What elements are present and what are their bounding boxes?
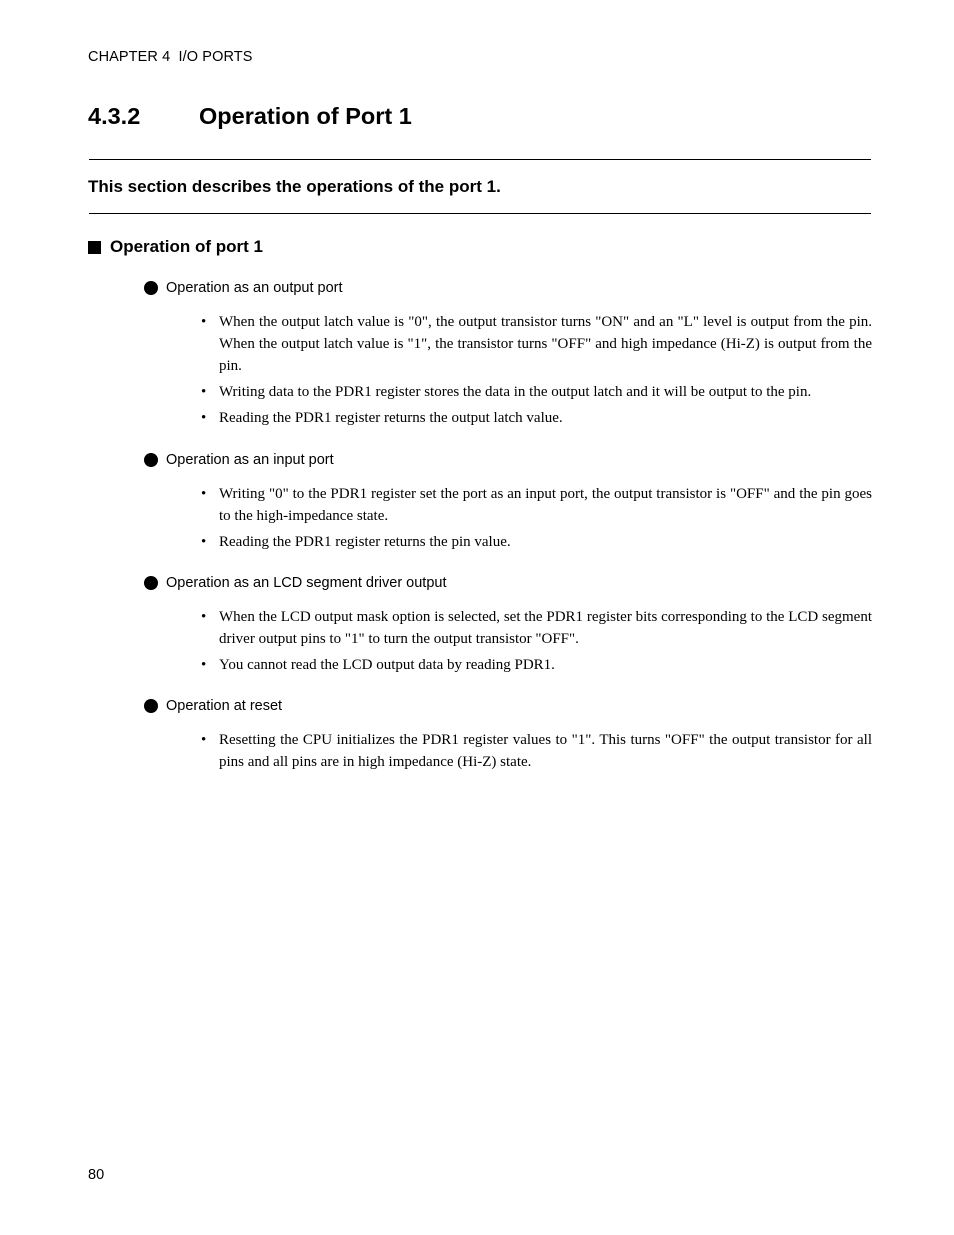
list-item bbox=[201, 730, 872, 774]
list-item-text: Writing data to the PDR1 register stores the data in the output latch and it will be output to the pin. bbox=[219, 383, 812, 400]
list-item bbox=[201, 484, 872, 528]
list-item bbox=[201, 532, 872, 554]
list-item-text: When the output latch value is "0", the output transistor turns "ON" and an "L" level is output from the pin. When the output latch value is "1", the transistor turns "OFF" and high impedance (Hi-Z) is output from the pin. bbox=[219, 314, 872, 374]
chapter-header: CHAPTER 4 I/O PORTS bbox=[88, 49, 253, 65]
list-item bbox=[201, 655, 872, 677]
bullet-icon: • bbox=[201, 383, 207, 400]
square-bullet-icon bbox=[88, 241, 101, 254]
subsection-title: Operation of port 1 bbox=[110, 237, 263, 256]
section-title: Operation of Port 1 bbox=[199, 103, 412, 129]
section-heading bbox=[88, 103, 412, 130]
group-lcd-segment bbox=[144, 574, 872, 674]
subsection-heading bbox=[88, 237, 263, 257]
list-item-text: Writing "0" to the PDR1 register set the port as an input port, the output transistor is "OFF" and the pin goes to the high-impedance state. bbox=[219, 486, 872, 524]
group-input-port bbox=[144, 451, 872, 551]
divider-top bbox=[89, 159, 871, 160]
list-item bbox=[201, 312, 872, 377]
bullet-icon: • bbox=[201, 534, 207, 551]
section-number: 4.3.2 bbox=[88, 103, 141, 129]
circle-bullet-icon bbox=[144, 576, 158, 590]
group-title: Operation as an LCD segment driver output bbox=[166, 575, 447, 591]
bullet-icon: • bbox=[201, 732, 207, 748]
circle-bullet-icon bbox=[144, 281, 158, 295]
group-title: Operation at reset bbox=[166, 698, 283, 714]
list-item bbox=[201, 607, 872, 651]
group-title: Operation as an input port bbox=[166, 452, 334, 468]
divider-bottom bbox=[89, 213, 871, 214]
group-output-port bbox=[144, 279, 872, 427]
circle-bullet-icon bbox=[144, 453, 158, 467]
section-summary: This section describes the operations of the port 1. bbox=[88, 177, 501, 196]
list-item-text: When the LCD output mask option is selected, set the PDR1 register bits corresponding to the LCD segment driver output pins to "1" to turn the output transistor "OFF". bbox=[219, 609, 872, 647]
bullet-icon: • bbox=[201, 657, 207, 674]
bullet-icon: • bbox=[201, 314, 207, 330]
circle-bullet-icon bbox=[144, 699, 158, 713]
bullet-icon: • bbox=[201, 410, 207, 427]
page-number: 80 bbox=[88, 1167, 105, 1183]
bullet-icon: • bbox=[201, 486, 207, 502]
group-reset bbox=[144, 697, 872, 770]
list-item bbox=[201, 408, 872, 430]
bullet-icon: • bbox=[201, 609, 207, 625]
group-title: Operation as an output port bbox=[166, 280, 343, 296]
list-item-text: Reading the PDR1 register returns the pin value. bbox=[219, 534, 511, 551]
list-item-text: Reading the PDR1 register returns the output latch value. bbox=[219, 410, 563, 427]
list-item-text: Resetting the CPU initializes the PDR1 register values to "1". This turns "OFF" the output transistor for all pins and all pins are in high impedance (Hi-Z) state. bbox=[219, 732, 872, 770]
list-item-text: You cannot read the LCD output data by reading PDR1. bbox=[219, 657, 555, 674]
list-item bbox=[201, 382, 872, 404]
